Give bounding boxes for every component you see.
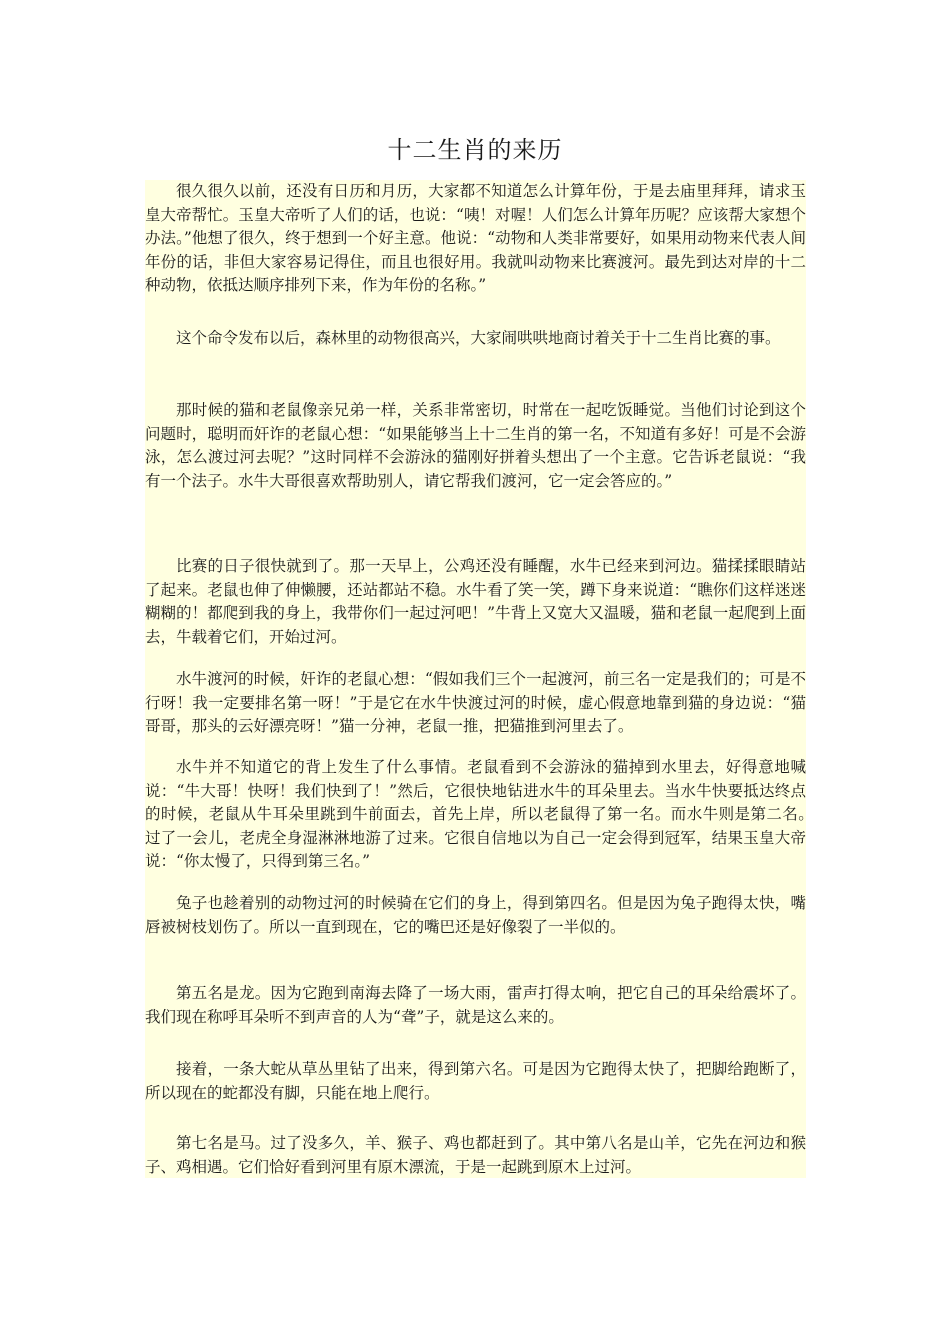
paragraph-snake: 接着，一条大蛇从草丛里钻了出来，得到第六名。可是因为它跑得太快了，把脚给跑断了，所以现在的蛇都没有脚，只能在地上爬行。 (145, 1060, 806, 1102)
paragraph-cat-and-rat: 那时候的猫和老鼠像亲兄弟一样，关系非常密切，时常在一起吃饭睡觉。当他们讨论到这个问题时，聪明而奸诈的老鼠心想：“如果能够当上十二生肖的第一名，不知道有多好！可是不会游泳，怎么渡过河去呢？”这时同样不会游泳的猫刚好拼着头想出了一个主意。它告诉老鼠说：“我有一个法子。水牛大哥很喜欢帮助别人，请它帮我们渡河，它一定会答应的。” (145, 401, 806, 490)
paragraph-race-day: 比赛的日子很快就到了。那一天早上，公鸡还没有睡醒，水牛已经来到河边。猫揉揉眼睛站了起来。老鼠也伸了伸懒腰，还站都站不稳。水牛看了笑一笑，蹲下身来说道：“瞧你们这样迷迷糊糊的！都爬到我的身上，我带你们一起过河吧！”牛背上又宽大又温暖，猫和老鼠一起爬到上面去，牛载着它们，开始过河。 (145, 557, 806, 646)
paragraph-horse-goat: 第七名是马。过了没多久，羊、猴子、鸡也都赶到了。其中第八名是山羊，它先在河边和猴子、鸡相遇。它们恰好看到河里有原木漂流，于是一起跳到原木上过河。 (145, 1134, 806, 1176)
article-body (145, 180, 838, 1178)
paragraph-intro: 很久很久以前，还没有日历和月历，大家都不知道怎么计算年份，于是去庙里拜拜，请求玉皇大帝帮忙。玉皇大帝听了人们的话，也说：“咦！对喔！人们怎么计算年历呢？应该帮大家想个办法。”他想了很久，终于想到一个好主意。他说：“动物和人类非常要好，如果用动物来代表人间年份的话，非但大家容易记得住，而且也很好用。我就叫动物来比赛渡河。最先到达对岸的十二种动物，依抵达顺序排列下来，作为年份的名称。” (145, 182, 806, 295)
page-title: 十二生肖的来历 (387, 136, 563, 164)
paragraph-dragon: 第五名是龙。因为它跑到南海去降了一场大雨，雷声打得太响，把它自己的耳朵给震坏了。我们现在称呼耳朵听不到声音的人为“聋”子，就是这么来的。 (145, 984, 806, 1026)
paragraph-rat-first: 水牛并不知道它的背上发生了什么事情。老鼠看到不会游泳的猫掉到水里去，好得意地喊说：“牛大哥！快呀！我们快到了！”然后，它很快地钻进水牛的耳朵里去。当水牛快要抵达终点的时候，老鼠从牛耳朵里跳到牛前面去，首先上岸，所以老鼠得了第一名。而水牛则是第二名。 过了一会儿，老虎全身湿淋淋地游了过来。它很自信地以为自己一定会得到冠军，结果玉皇大帝说：“你太慢了，只得到第三名。” (145, 758, 838, 871)
paragraph-rabbit: 兔子也趁着别的动物过河的时候骑在它们的身上，得到第四名。但是因为兔子跑得太快，嘴唇被树枝划伤了。所以一直到现在，它的嘴巴还是好像裂了一半似的。 (145, 894, 806, 936)
paragraph-crossing: 水牛渡河的时候，奸诈的老鼠心想：“假如我们三个一起渡河，前三名一定是我们的；可是不行呀！我一定要排名第一呀！”于是它在水牛快渡过河的时候，虚心假意地靠到猫的身边说：“猫哥哥，那头的云好漂亮呀！”猫一分神，老鼠一推，把猫推到河里去了。 (145, 670, 806, 736)
paragraph-command: 这个命令发布以后，森林里的动物很高兴，大家闹哄哄地商讨着关于十二生肖比赛的事。 (176, 329, 781, 347)
